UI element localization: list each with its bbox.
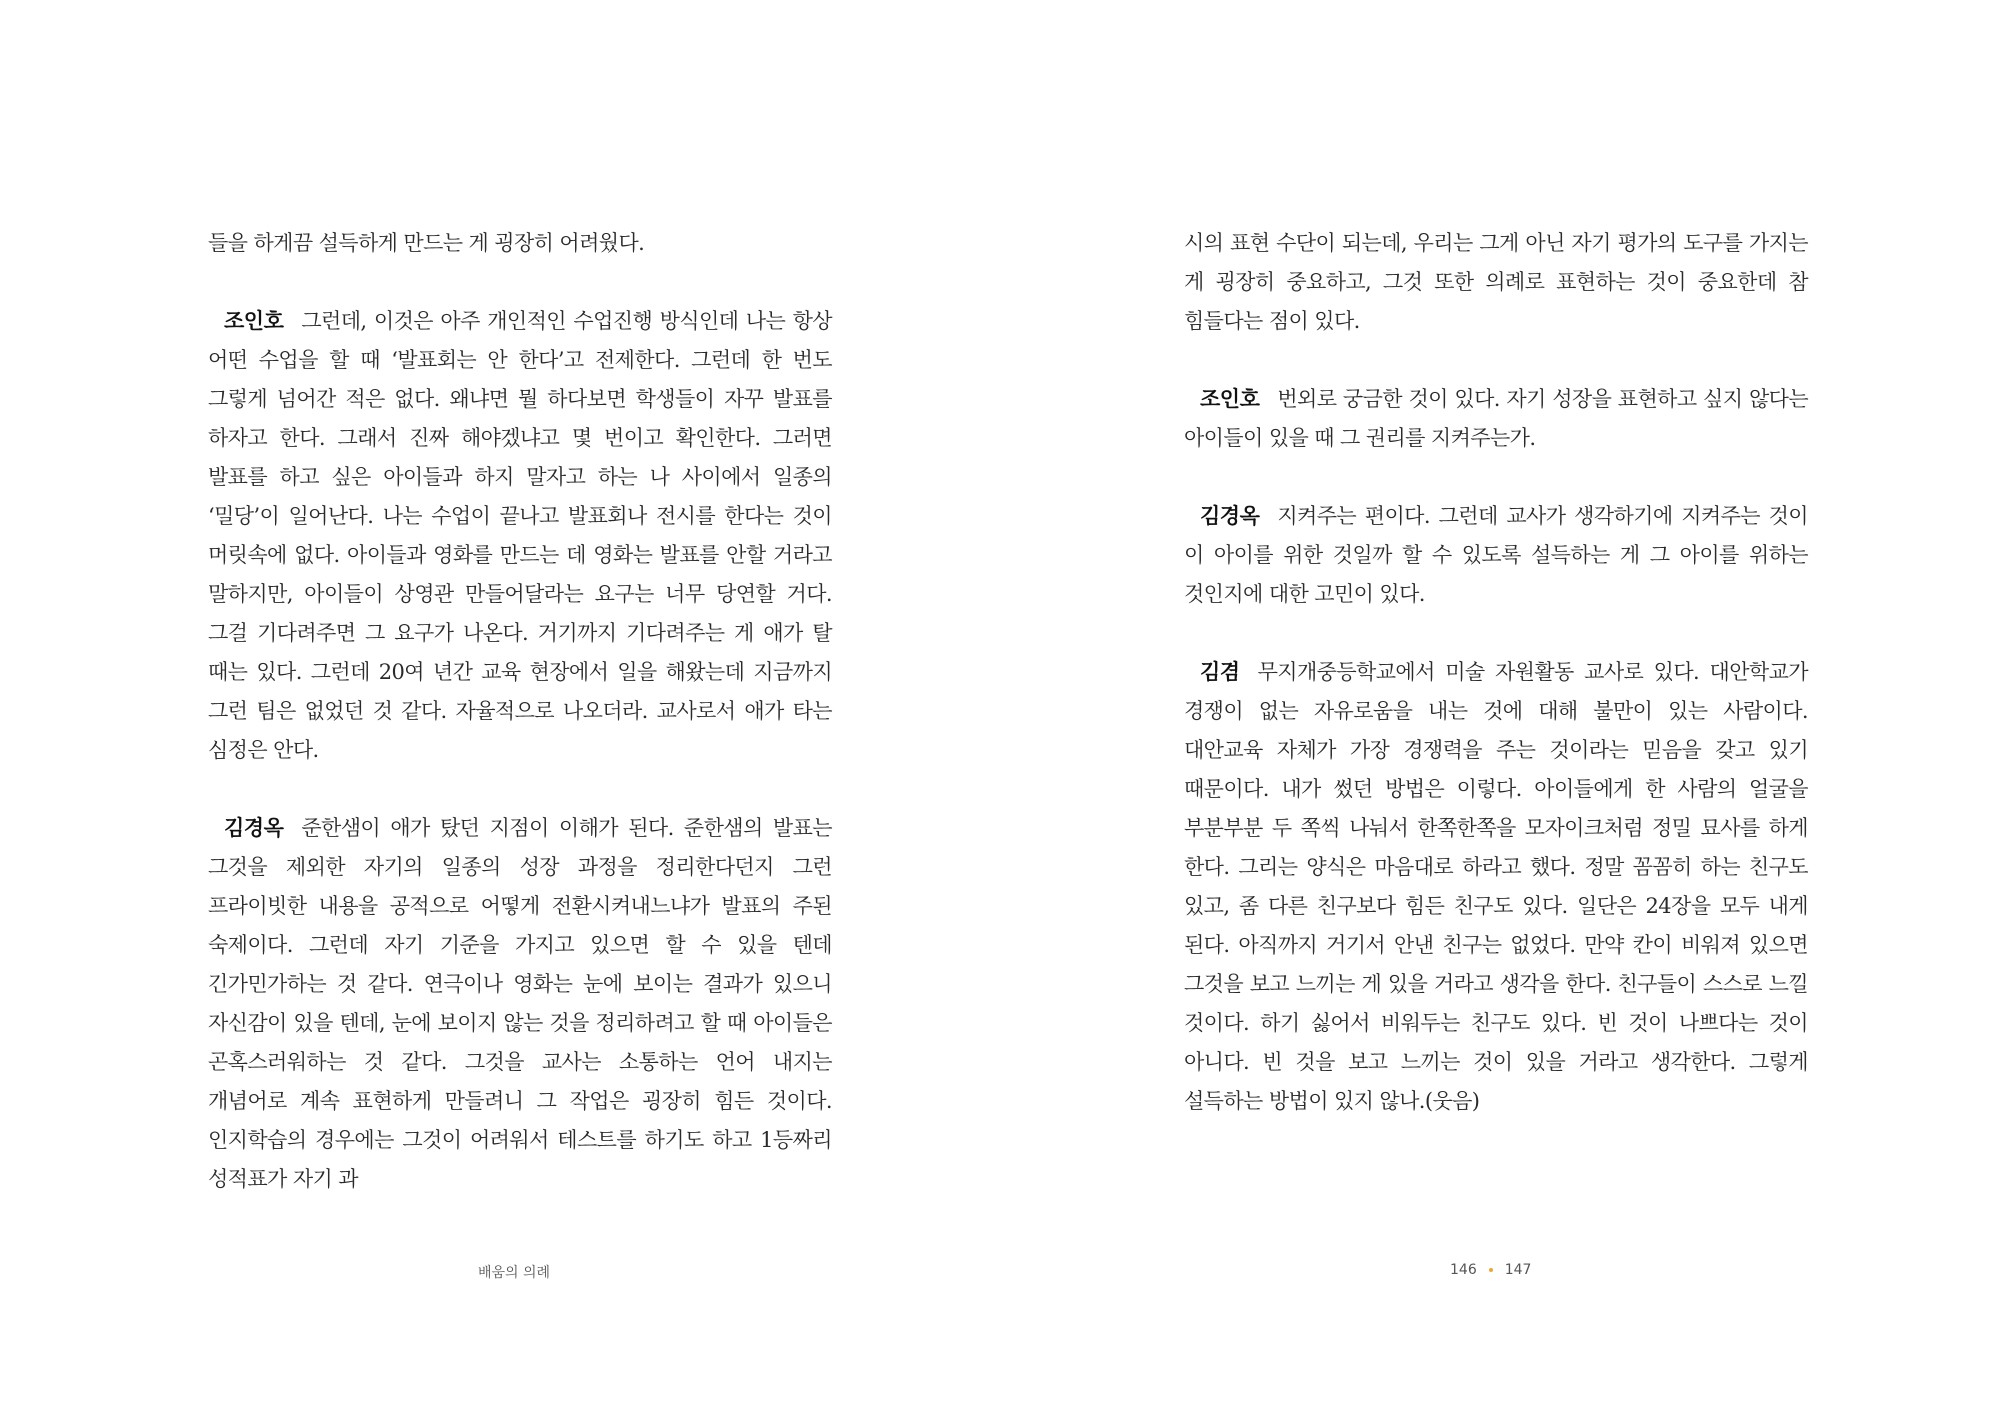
paragraph	[208, 224, 832, 263]
paragraph	[1184, 653, 1808, 1121]
page-number-left: 146	[1450, 1262, 1477, 1278]
speaker-name: 김겸	[1200, 660, 1240, 684]
running-title: 배움의 의례	[478, 1265, 551, 1281]
speaker-name: 김경옥	[224, 816, 284, 840]
paragraph-text: 준한샘이 애가 탔던 지점이 이해가 된다. 준한샘의 발표는 그것을 제외한 자기의 일종의 성장 과정을 정리한다던지 그런 프라이빗한 내용을 공적으로 어떻게 전환시켜내느냐가 발표의 주된 숙제이다. 그런데 자기 기준을 가지고 있으면 할 수 있을 텐데 긴가민가하는 것 같다. 연극이나 영화는 눈에 보이는 결과가 있으니 자신감이 있을 텐데, 눈에 보이지 않는 것을 정리하려고 할 때 아이들은 곤혹스러워하는 것 같다. 그것을 교사는 소통하는 언어 내지는 개념어로 계속 표현하게 만들려니 그 작업은 굉장히 힘든 것이다. 인지학습의 경우에는 그것이 어려워서 테스트를 하기도 하고 1등짜리 성적표가 자기 과	[208, 816, 832, 1191]
paragraph	[208, 302, 832, 770]
page-numbers	[1450, 1262, 1531, 1278]
speaker-name: 김경옥	[1200, 504, 1260, 528]
left-text-column	[208, 224, 832, 1238]
speaker-name: 조인호	[224, 309, 284, 333]
speaker-name: 조인호	[1200, 387, 1260, 411]
paragraph-text: 지켜주는 편이다. 그런데 교사가 생각하기에 지켜주는 것이 이 아이를 위한 것일까 할 수 있도록 설득하는 게 그 아이를 위하는 것인지에 대한 고민이 있다.	[1184, 504, 1808, 606]
paragraph-text: 시의 표현 수단이 되는데, 우리는 그게 아닌 자기 평가의 도구를 가지는 게 굉장히 중요하고, 그것 또한 의례로 표현하는 것이 중요한데 참 힘들다는 점이 있다.	[1184, 231, 1808, 333]
right-page	[1000, 0, 2000, 1413]
paragraph	[1184, 497, 1808, 614]
paragraph-text: 번외로 궁금한 것이 있다. 자기 성장을 표현하고 싶지 않다는 아이들이 있을 때 그 권리를 지켜주는가.	[1184, 387, 1808, 450]
paragraph-text: 들을 하게끔 설득하게 만드는 게 굉장히 어려웠다.	[208, 231, 645, 255]
paragraph	[1184, 224, 1808, 341]
paragraph-text: 그런데, 이것은 아주 개인적인 수업진행 방식인데 나는 항상 어떤 수업을 할 때 ‘발표회는 안 한다’고 전제한다. 그런데 한 번도 그렇게 넘어간 적은 없다. 왜냐면 뭘 하다보면 학생들이 자꾸 발표를 하자고 한다. 그래서 진짜 해야겠냐고 몇 번이고 확인한다. 그러면 발표를 하고 싶은 아이들과 하지 말자고 하는 나 사이에서 일종의 ‘밀당’이 일어난다. 나는 수업이 끝나고 발표회나 전시를 한다는 것이 머릿속에 없다. 아이들과 영화를 만드는 데 영화는 발표를 안할 거라고 말하지만, 아이들이 상영관 만들어달라는 요구는 너무 당연할 거다. 그걸 기다려주면 그 요구가 나온다. 거기까지 기다려주는 게 애가 탈 때는 있다. 그런데 20여 년간 교육 현장에서 일을 해왔는데 지금까지 그런 팀은 없었던 것 같다. 자율적으로 나오더라. 교사로서 애가 타는 심정은 안다.	[208, 309, 832, 762]
paragraph-text: 무지개중등학교에서 미술 자원활동 교사로 있다. 대안학교가 경쟁이 없는 자유로움을 내는 것에 대해 불만이 있는 사람이다. 대안교육 자체가 가장 경쟁력을 주는 것이라는 믿음을 갖고 있기 때문이다. 내가 썼던 방법은 이렇다. 아이들에게 한 사람의 얼굴을 부분부분 두 쪽씩 나눠서 한쪽한쪽을 모자이크처럼 정밀 묘사를 하게 한다. 그리는 양식은 마음대로 하라고 했다. 정말 꼼꼼히 하는 친구도 있고, 좀 다른 친구보다 힘든 친구도 있다. 일단은 24장을 모두 내게 된다. 아직까지 거기서 안낸 친구는 없었다. 만약 칸이 비워져 있으면 그것을 보고 느끼는 게 있을 거라고 생각을 한다. 친구들이 스스로 느낄 것이다. 하기 싫어서 비워두는 친구도 있다. 빈 것이 나쁘다는 것이 아니다. 빈 것을 보고 느끼는 것이 있을 거라고 생각한다. 그렇게 설득하는 방법이 있지 않나.(웃음)	[1184, 660, 1808, 1113]
page-number-right: 147	[1504, 1262, 1532, 1278]
right-text-column	[1184, 224, 1808, 1160]
paragraph	[208, 809, 832, 1199]
paragraph	[1184, 380, 1808, 458]
separator-dot-icon	[1489, 1268, 1493, 1272]
